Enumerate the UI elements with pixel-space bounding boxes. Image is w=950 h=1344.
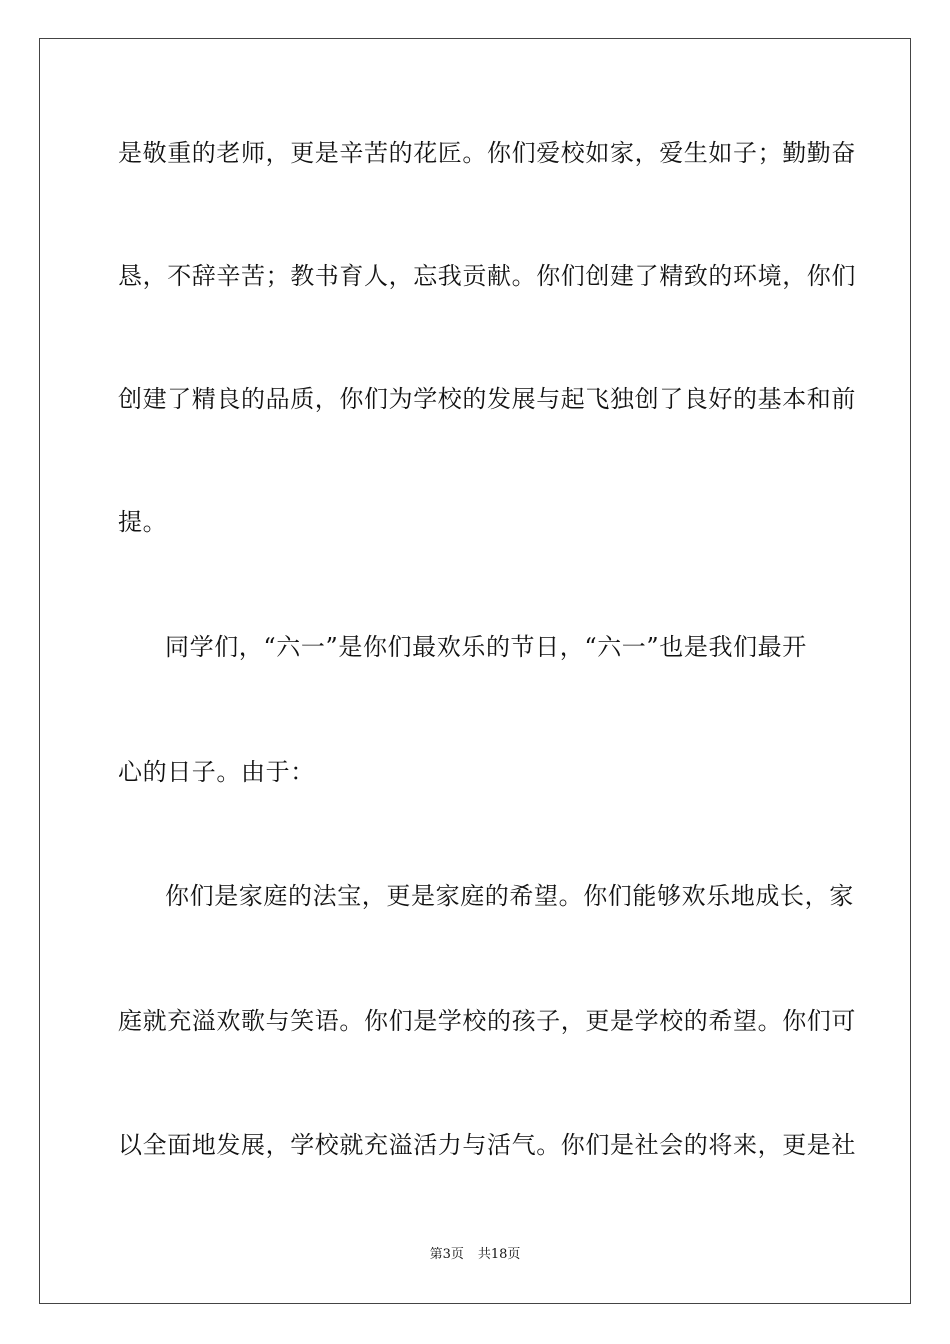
page-total: 共18页 [477, 1247, 521, 1262]
paragraph-first-line: 同学们，“六一”是你们最欢乐的节日，“六一”也是我们最开 [165, 633, 807, 661]
text-line: 是敬重的老师，更是辛苦的花匠。你们爱校如家，爱生如子；勤勤奋 [118, 139, 856, 167]
page-footer [0, 1247, 950, 1263]
page-number: 第3页 [429, 1247, 464, 1262]
paragraph-first-line: 你们是家庭的法宝，更是家庭的希望。你们能够欢乐地成长，家 [165, 882, 854, 910]
page-frame [39, 38, 911, 1304]
text-line: 庭就充溢欢歌与笑语。你们是学校的孩子，更是学校的希望。你们可 [118, 1007, 856, 1035]
text-line: 创建了精良的品质，你们为学校的发展与起飞独创了良好的基本和前 [118, 385, 856, 413]
text-line: 提。 [118, 508, 168, 536]
text-line: 心的日子。由于： [118, 758, 315, 786]
text-line: 恳，不辞辛苦；教书育人，忘我贡献。你们创建了精致的环境，你们 [118, 262, 856, 290]
text-line: 以全面地发展，学校就充溢活力与活气。你们是社会的将来，更是社 [118, 1131, 856, 1159]
